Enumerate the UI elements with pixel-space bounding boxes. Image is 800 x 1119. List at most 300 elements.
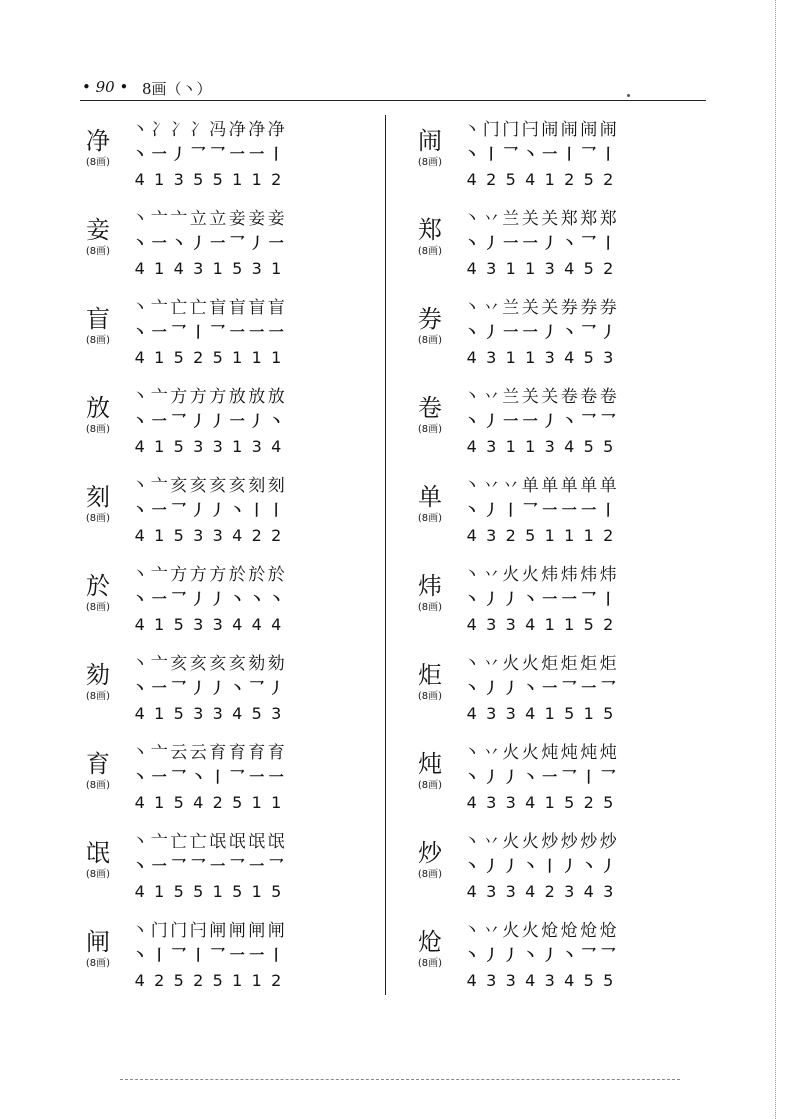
stroke-type: 丶 [464,412,480,430]
stroke-step: 放 [228,387,246,407]
stroke-step: 方 [189,565,207,585]
stroke-sequence-row [130,830,300,854]
stroke-step: 丷 [482,476,500,496]
stroke-type: 一 [151,768,167,786]
stroke-step: 丶 [463,209,481,229]
stroke-code: 5 [193,882,204,901]
stroke-code: 1 [251,170,262,189]
stroke-sequence-row [462,830,632,854]
stroke-code-row [462,792,632,814]
stroke-code: 4 [134,615,145,634]
stroke-code: 5 [173,971,184,990]
stroke-type: 丶 [171,234,187,252]
stroke-step: 炒 [599,832,617,852]
stroke-sequence-row [130,741,300,765]
stroke-code: 4 [466,615,477,634]
page-edge [775,0,776,1119]
stroke-sequence-row [130,118,300,142]
stroke-type: 丿 [561,857,577,875]
stroke-code: 4 [251,615,262,634]
stroke-type: 丿 [210,412,226,430]
stroke-type: 丿 [483,590,499,608]
stroke-code: 2 [486,170,497,189]
stroke-code: 4 [466,348,477,367]
stroke-code: 4 [466,437,477,456]
stroke-code: 3 [251,259,262,278]
stroke-code: 3 [505,971,516,990]
stroke-count-label: (8画) [85,780,111,791]
headword-character: 育 [86,750,110,778]
stroke-step: 卷 [599,387,617,407]
stroke-step: 亡 [189,832,207,852]
stroke-code-row [130,347,300,369]
stroke-type: 乛 [171,590,187,608]
stroke-step: 冫 [150,120,168,140]
stroke-code: 1 [154,793,165,812]
stroke-step: 亥 [228,476,246,496]
stroke-step: 炒 [541,832,559,852]
character-block [78,749,118,792]
stroke-type: 丶 [132,501,148,519]
stroke-code: 4 [193,793,204,812]
stroke-code: 3 [486,437,497,456]
character-block [78,838,118,881]
stroke-step: 方 [170,387,188,407]
stroke-type: 一 [268,234,284,252]
stroke-code: 5 [173,348,184,367]
stroke-code: 5 [583,971,594,990]
headword-character: 炬 [418,661,442,689]
headword-character: 净 [86,127,110,155]
stroke-code: 2 [544,882,555,901]
stroke-code-row [130,169,300,191]
stroke-step: 券 [599,298,617,318]
stroke-code: 1 [154,615,165,634]
stroke-code: 3 [486,526,497,545]
stroke-code-row [462,525,632,547]
stroke-step: 氓 [209,832,227,852]
stroke-code: 1 [525,348,536,367]
stroke-step: 丷 [482,209,500,229]
stroke-type-row [130,232,300,254]
stroke-sequence-row [130,919,300,943]
headword-character: 炒 [418,839,442,867]
stroke-type-row [130,499,300,521]
stroke-step: 亥 [170,476,188,496]
stroke-sequence-row [130,474,300,498]
character-block [410,393,450,436]
stroke-code: 1 [271,259,282,278]
stroke-code: 4 [466,704,477,723]
headword-character: 盲 [86,305,110,333]
stroke-step: 单 [580,476,598,496]
stroke-type: 一 [151,412,167,430]
stroke-step: 育 [228,743,246,763]
stroke-step: 兰 [502,298,520,318]
stroke-step: 单 [541,476,559,496]
stroke-step: 立 [209,209,227,229]
stroke-code: 2 [583,793,594,812]
stroke-step: 门 [170,921,188,941]
stroke-code: 1 [154,170,165,189]
stroke-code: 4 [134,704,145,723]
headword-character: 劾 [86,661,110,689]
stroke-type: 一 [210,857,226,875]
stroke-step: 郑 [580,209,598,229]
stroke-step: 氓 [228,832,246,852]
stroke-code: 5 [251,704,262,723]
stroke-type: 一 [249,768,265,786]
stroke-count-label: (8画) [417,335,443,346]
stroke-type: 丿 [483,412,499,430]
character-entry [410,913,710,1002]
stroke-type: 一 [522,323,538,341]
stroke-type-row [462,588,632,610]
stroke-code: 2 [603,170,614,189]
stroke-code: 1 [505,437,516,456]
stroke-type-row [462,677,632,699]
stroke-type: 一 [268,768,284,786]
stroke-code: 3 [212,526,223,545]
stroke-step: 丶 [131,476,149,496]
stroke-type: 丶 [132,946,148,964]
stroke-code-row [130,258,300,280]
character-entry [410,112,710,201]
stroke-code-row [462,703,632,725]
stroke-step: 券 [560,298,578,318]
stroke-code: 2 [212,793,223,812]
stroke-type: 一 [151,234,167,252]
stroke-type: 一 [229,946,245,964]
stroke-type: 丿 [249,234,265,252]
stroke-type: 乛 [522,501,538,519]
stroke-step: 方 [209,565,227,585]
stroke-code: 2 [193,971,204,990]
stroke-step: 兰 [502,209,520,229]
character-entry [410,201,710,290]
stroke-type: 一 [268,323,284,341]
stroke-step: 亠 [150,654,168,674]
stroke-step: 炖 [560,743,578,763]
stroke-type: 乛 [581,412,597,430]
stroke-type: 乛 [210,323,226,341]
stroke-step: 关 [541,209,559,229]
stroke-type-row [130,855,300,877]
stroke-step: 净 [267,120,285,140]
stroke-step: 门 [150,921,168,941]
stroke-step: 放 [248,387,266,407]
stroke-count-label: (8画) [85,246,111,257]
stroke-code: 1 [232,170,243,189]
stroke-type: 丶 [561,946,577,964]
stroke-code: 1 [154,348,165,367]
stroke-step: 丶 [463,921,481,941]
stroke-step: 火 [502,565,520,585]
stroke-step: 云 [189,743,207,763]
bottom-rule [120,1079,680,1080]
stroke-step: 郑 [560,209,578,229]
stroke-type: 乛 [268,857,284,875]
stroke-code: 3 [271,704,282,723]
stroke-code: 1 [154,526,165,545]
stroke-code: 1 [583,704,594,723]
stroke-type: 丶 [132,590,148,608]
stroke-step: 丶 [131,654,149,674]
stroke-type: 丶 [190,768,206,786]
stroke-type: 乛 [503,145,519,163]
stroke-count-label: (8画) [85,513,111,524]
stroke-code: 4 [525,615,536,634]
stroke-type: 乛 [210,946,226,964]
stroke-step: 闸 [209,921,227,941]
stroke-type: 丶 [561,323,577,341]
stroke-type: 一 [503,234,519,252]
stroke-type: 丶 [229,501,245,519]
stroke-type: 一 [249,857,265,875]
stroke-code: 2 [271,170,282,189]
stroke-sequence-row [462,207,632,231]
stroke-step: 卷 [560,387,578,407]
stroke-type: 乛 [600,946,616,964]
stroke-step: 丶 [463,476,481,496]
stroke-step: 火 [502,921,520,941]
stroke-code: 1 [583,526,594,545]
stroke-code: 1 [525,259,536,278]
stroke-step: 炜 [580,565,598,585]
stroke-step: 卷 [580,387,598,407]
stroke-code-row [130,525,300,547]
character-block [78,482,118,525]
character-block [410,482,450,525]
headword-character: 单 [418,483,442,511]
stroke-step: 炝 [580,921,598,941]
stroke-count-label: (8画) [417,157,443,168]
stroke-code: 1 [544,704,555,723]
stroke-sequence-row [462,741,632,765]
stroke-type: 丨 [503,501,519,519]
headword-character: 氓 [86,839,110,867]
stroke-code: 3 [544,437,555,456]
stroke-step: 炖 [541,743,559,763]
stroke-step: 亡 [189,298,207,318]
character-entry [78,557,378,646]
character-entry [410,290,710,379]
character-entry [78,824,378,913]
stroke-type: 一 [229,412,245,430]
stroke-type: 丶 [561,412,577,430]
stroke-code: 2 [603,526,614,545]
stroke-type-row [130,944,300,966]
stroke-count-label: (8画) [417,513,443,524]
stroke-type: 一 [229,323,245,341]
stroke-count-label: (8画) [417,602,443,613]
stroke-code: 3 [486,704,497,723]
stroke-type: 丶 [522,946,538,964]
stroke-step: 方 [170,565,188,585]
stroke-step: 亡 [170,832,188,852]
stroke-code: 1 [544,526,555,545]
stroke-code: 2 [564,170,575,189]
stroke-code: 4 [232,526,243,545]
stroke-code: 3 [486,348,497,367]
stroke-sequence-row [462,296,632,320]
stroke-count-label: (8画) [85,958,111,969]
stroke-code: 5 [583,615,594,634]
stroke-type: 丿 [503,679,519,697]
character-entry [410,824,710,913]
stroke-type: 丶 [132,234,148,252]
stroke-step: 关 [521,387,539,407]
stroke-step: 炜 [560,565,578,585]
stroke-step: 丶 [131,832,149,852]
stroke-type: 丶 [268,590,284,608]
stroke-type-row [462,321,632,343]
stroke-step: 炬 [599,654,617,674]
stroke-sequence-row [130,652,300,676]
stroke-step: 闹 [560,120,578,140]
stroke-step: 放 [267,387,285,407]
stroke-code: 3 [193,704,204,723]
stroke-step: 氓 [267,832,285,852]
stroke-step: 盲 [267,298,285,318]
stroke-step: 亥 [189,654,207,674]
stroke-step: 闩 [189,921,207,941]
stroke-code-row [462,614,632,636]
stroke-type: 丶 [249,590,265,608]
stroke-code: 2 [271,971,282,990]
headword-character: 炝 [418,928,442,956]
stroke-step: 闹 [580,120,598,140]
stroke-code: 4 [525,704,536,723]
stroke-code: 5 [583,259,594,278]
stroke-step: 亠 [170,209,188,229]
column-divider [385,115,386,995]
stroke-step: 炬 [580,654,598,674]
character-block [78,126,118,169]
stroke-code: 4 [134,971,145,990]
stroke-type: 丶 [522,768,538,786]
character-block [410,660,450,703]
stroke-count-label: (8画) [417,958,443,969]
headword-character: 闸 [86,928,110,956]
stroke-step: 亥 [189,476,207,496]
stroke-step: 丷 [482,298,500,318]
stroke-type: 乛 [190,857,206,875]
stroke-code: 1 [232,348,243,367]
stroke-sequence-row [462,652,632,676]
stroke-code: 5 [583,348,594,367]
stroke-type-row [462,143,632,165]
stroke-code: 1 [251,348,262,367]
stroke-step: 丷 [482,387,500,407]
stroke-step: 券 [580,298,598,318]
stroke-step: 火 [521,832,539,852]
stroke-type: 丶 [464,679,480,697]
stroke-code: 2 [603,259,614,278]
stroke-type: 乛 [581,946,597,964]
stroke-step: 於 [228,565,246,585]
stroke-sequence-row [462,919,632,943]
stroke-code: 4 [134,259,145,278]
stroke-type: 丨 [600,590,616,608]
stroke-code: 5 [193,170,204,189]
stroke-type: 丶 [132,679,148,697]
stroke-code-row [130,792,300,814]
stroke-code: 5 [564,793,575,812]
stroke-code: 4 [564,971,575,990]
stroke-type: 丿 [210,501,226,519]
stroke-code: 1 [271,348,282,367]
stroke-step: 劾 [248,654,266,674]
stroke-type: 乛 [561,768,577,786]
stroke-type: 乛 [171,857,187,875]
stroke-code: 5 [603,793,614,812]
stroke-code: 1 [251,971,262,990]
stroke-step: 闹 [541,120,559,140]
stroke-step: 闩 [521,120,539,140]
stroke-code: 2 [251,526,262,545]
stroke-type: 丶 [229,590,245,608]
stroke-type: 一 [542,501,558,519]
character-entry [410,557,710,646]
stroke-type: 丶 [561,234,577,252]
right-column [410,112,710,1002]
stroke-type: 乛 [229,857,245,875]
stroke-code: 5 [232,882,243,901]
stroke-code: 4 [525,793,536,812]
stroke-type: 丿 [190,590,206,608]
stroke-code-row [462,436,632,458]
stroke-type: 丶 [522,590,538,608]
stroke-type-row [130,677,300,699]
stroke-type: 丨 [210,768,226,786]
stroke-step: 丶 [463,120,481,140]
stroke-code: 5 [232,259,243,278]
stroke-type: 丶 [522,145,538,163]
stroke-type-row [130,766,300,788]
stroke-code: 3 [486,882,497,901]
stroke-code: 1 [564,526,575,545]
headword-character: 放 [86,394,110,422]
stroke-step: 郑 [599,209,617,229]
stroke-step: 丶 [131,921,149,941]
stroke-type: 乛 [171,412,187,430]
stroke-type: 丿 [483,679,499,697]
stroke-type: 丶 [132,768,148,786]
stroke-code: 1 [154,882,165,901]
stroke-type: 一 [522,412,538,430]
stroke-step: 净 [228,120,246,140]
stroke-code: 4 [134,793,145,812]
stroke-code: 3 [544,259,555,278]
headword-character: 妾 [86,216,110,244]
stroke-code: 1 [154,437,165,456]
stroke-step: 丷 [482,565,500,585]
stroke-code: 5 [173,793,184,812]
stroke-type: 乛 [581,590,597,608]
stroke-type: 丶 [464,234,480,252]
section-title: 8画（丶） [142,80,212,98]
stroke-step: 丶 [463,832,481,852]
stroke-code-row [462,881,632,903]
stroke-step: 育 [248,743,266,763]
stroke-code: 4 [525,971,536,990]
stroke-type: 丿 [600,323,616,341]
stroke-type: 乛 [171,946,187,964]
stroke-code-row [130,703,300,725]
stroke-count-label: (8画) [417,246,443,257]
stroke-type: 一 [249,323,265,341]
